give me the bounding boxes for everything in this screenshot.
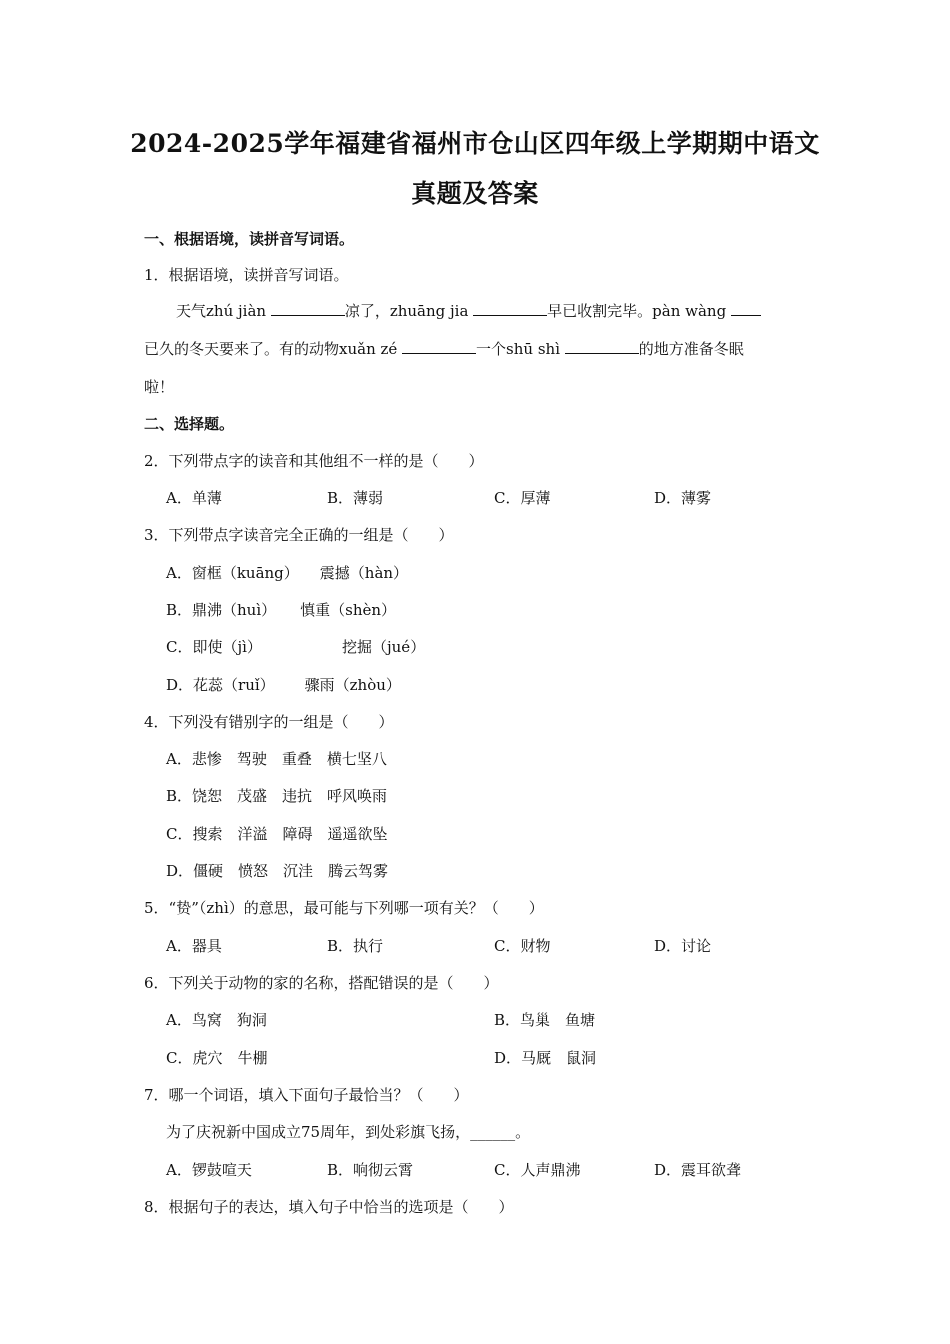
q5-option-b[interactable]: B．执行 [327,937,384,955]
q3-option-a[interactable] [166,562,408,583]
document-title-line1: 2024-2025学年福建省福州市仓山区四年级上学期期中语文 [130,129,820,158]
q6-option-c[interactable]: C．虎穴 牛棚 [166,1049,268,1067]
q3-option-b-part2: 慎重（shèn） [300,601,397,619]
answer-blank[interactable] [271,301,345,316]
q3-option-c[interactable] [166,636,262,657]
q3-option-a-part1: A．窗框（kuāng） [166,564,299,582]
q2-option-a[interactable]: A．单薄 [166,489,222,507]
q5-option-a[interactable]: A．器具 [166,937,222,955]
q3-stem: 3．下列带点字读音完全正确的一组是（ ） [144,526,454,544]
q1-text-c: 早已收割完毕。pàn wàng [547,302,731,320]
q8-stem: 8．根据句子的表达，填入句子中恰当的选项是（ ） [144,1198,514,1216]
q6-option-b[interactable]: B．鸟巢 鱼塘 [494,1011,596,1029]
q3-option-b[interactable] [166,599,396,620]
q1-passage-line1 [176,300,761,321]
q1-text-a: 天气zhú jiàn [176,302,271,320]
q4-option-a[interactable]: A．悲惨 驾驶 重叠 横七坚八 [166,750,387,768]
q4-stem: 4．下列没有错别字的一组是（ ） [144,713,394,731]
q5-option-d[interactable]: D．讨论 [654,937,712,955]
q5-stem: 5．“贽”（zhì）的意思，最可能与下列哪一项有关？（ ） [144,899,544,917]
answer-blank[interactable] [731,301,761,316]
q6-option-d[interactable]: D．马厩 鼠洞 [494,1049,597,1067]
q3-option-a-part2: 震撼（hàn） [319,564,409,582]
q4-option-b[interactable]: B．饶恕 茂盛 违抗 呼风唤雨 [166,787,388,805]
q7-option-a[interactable]: A．锣鼓喧天 [166,1161,252,1179]
section1-heading: 一、根据语境，读拼音写词语。 [144,230,355,248]
q3-option-d-part2: 骤雨（zhòu） [304,676,401,694]
q2-stem: 2．下列带点字的读音和其他组不一样的是（ ） [144,452,484,470]
q7-option-c[interactable]: C．人声鼎沸 [494,1161,581,1179]
document-title-line2: 真题及答案 [411,179,539,208]
q1-passage-line2 [144,338,744,359]
q7-sentence: 为了庆祝新中国成立75周年，到处彩旗飞扬，______。 [166,1123,531,1141]
q1-text-d: 已久的冬天要来了。有的动物xuǎn zé [144,340,403,358]
q7-option-d[interactable]: D．震耳欲聋 [654,1161,742,1179]
q3-option-d-part1: D．花蕊（ruǐ） [166,676,275,694]
q3-option-c-part1: C．即使（jì） [166,638,262,656]
q6-stem: 6．下列关于动物的家的名称，搭配错误的是（ ） [144,974,499,992]
q3-option-c-part2: 挖掘（jué） [342,638,426,656]
q5-option-c[interactable]: C．财物 [494,937,551,955]
answer-blank[interactable] [565,339,639,354]
q7-stem: 7．哪一个词语，填入下面句子最恰当？（ ） [144,1086,469,1104]
q4-option-c[interactable]: C．搜索 洋溢 障碍 遥遥欲坠 [166,825,388,843]
answer-blank[interactable] [473,301,547,316]
q4-option-d[interactable]: D．僵硬 愤怒 沉洼 腾云驾雾 [166,862,389,880]
q1-text-f: 的地方准备冬眠 [638,340,744,358]
q7-option-b[interactable]: B．响彻云霄 [327,1161,414,1179]
q2-option-c[interactable]: C．厚薄 [494,489,551,507]
q6-option-a[interactable]: A．鸟窝 狗洞 [166,1011,267,1029]
q3-option-b-part1: B．鼎沸（huì） [166,601,277,619]
q2-option-b[interactable]: B．薄弱 [327,489,384,507]
section2-heading: 二、选择题。 [144,415,235,433]
q2-option-d[interactable]: D．薄雾 [654,489,712,507]
q1-text-b: 凉了，zhuāng jia [344,302,474,320]
q1-text-e: 一个shū shì [476,340,565,358]
q1-passage-line3: 啦！ [144,378,175,396]
q3-option-d[interactable] [166,674,401,695]
answer-blank[interactable] [402,339,476,354]
q1-stem: 1．根据语境，读拼音写词语。 [144,266,349,284]
